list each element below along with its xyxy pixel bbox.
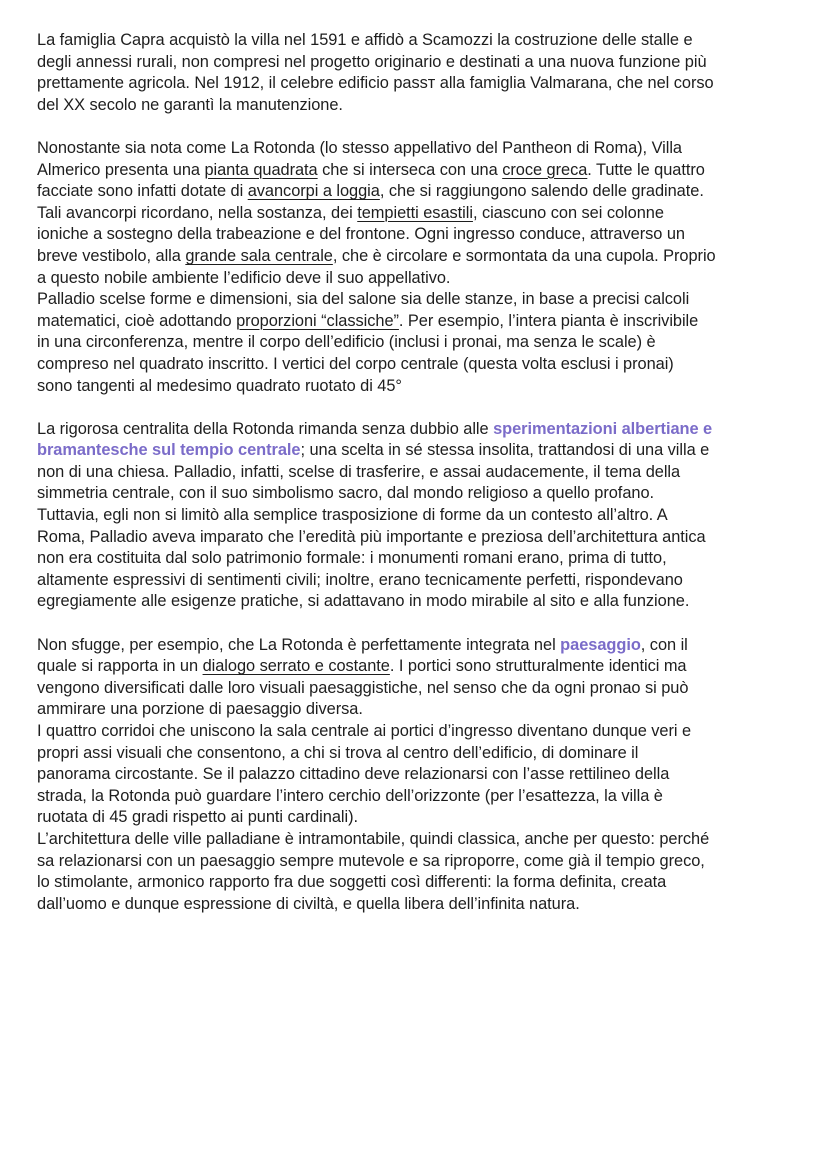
text-line: in una circonferenza, mentre il corpo dell’edificio (inclusi i pronai, ma senza le scale) è bbox=[37, 333, 656, 352]
underlined-term-avancorpi-a-loggia: avancorpi a loggia bbox=[247, 182, 380, 201]
highlighted-term-sperimentazioni: sperimentazioni albertiane e bbox=[493, 419, 713, 438]
underlined-term-proporzioni-classiche: proporzioni “classiche” bbox=[236, 311, 399, 330]
text-line: ruotata di 45 gradi rispetto ai punti cardinali). bbox=[37, 808, 358, 827]
text-segment: . I portici sono strutturalmente identici ma bbox=[389, 657, 687, 676]
text-line: vengono diversificati dalle loro visuali paesaggistiche, nel senso che da ogni pronao si può bbox=[37, 678, 689, 697]
text-line: Roma, Palladio aveva imparato che l’eredità più importante e preziosa dell’architettura antica bbox=[37, 527, 706, 546]
text-line: altamente espressivi di sentimenti civili; inoltre, erano tecnicamente perfetti, rispondevano bbox=[37, 570, 683, 589]
text-segment: matematici, cioè adottando bbox=[37, 311, 237, 330]
text-segment: facciate sono infatti dotate di bbox=[37, 182, 248, 201]
underlined-term-dialogo-serrato: dialogo serrato e costante bbox=[202, 657, 390, 676]
underlined-term-pianta-quadrata: pianta quadrata bbox=[204, 160, 318, 179]
text-segment: La rigorosa centralita della Rotonda rimanda senza dubbio alle bbox=[37, 419, 494, 438]
text-line: non di una chiesa. Palladio, infatti, scelse di trasferire, e assai audacemente, il tema della bbox=[37, 462, 681, 481]
text-line: dall’uomo e dunque espressione di civiltà, e quella libera dell’infinita natura. bbox=[37, 894, 580, 913]
text-line bbox=[37, 181, 788, 203]
text-line: simmetria centrale, con il suo simbolismo sacro, dal mondo religioso a quello profano. bbox=[37, 484, 655, 503]
text-line: non era costituita dal solo patrimonio formale: i monumenti romani erano, prima di tutto, bbox=[37, 549, 667, 568]
text-line bbox=[37, 203, 788, 225]
paragraph-capra-family bbox=[37, 30, 788, 116]
text-line: a questo nobile ambiente l’edificio deve il suo appellativo. bbox=[37, 268, 451, 287]
text-line bbox=[37, 246, 788, 268]
text-segment: Almerico presenta una bbox=[37, 160, 205, 179]
underlined-term-grande-sala-centrale: grande sala centrale bbox=[185, 246, 333, 265]
text-segment: , con il bbox=[640, 635, 688, 654]
text-line: L’architettura delle ville palladiane è intramontabile, quindi classica, anche per questo: perché bbox=[37, 829, 710, 848]
underlined-term-tempietti-esastili: tempietti esastili bbox=[357, 203, 473, 222]
text-segment: Non sfugge, per esempio, che La Rotonda è perfettamente integrata nel bbox=[37, 635, 561, 654]
text-line: ioniche a sostegno della trabeazione e del frontone. Ogni ingresso conduce, attraverso un bbox=[37, 225, 685, 244]
text-line: Nonostante sia nota come La Rotonda (lo stesso appellativo del Pantheon di Roma), Villa bbox=[37, 138, 682, 157]
text-segment: che si interseca con una bbox=[317, 160, 503, 179]
text-line bbox=[37, 635, 788, 657]
text-line: I quattro corridoi che uniscono la sala centrale ai portici d’ingresso diventano dunque veri e bbox=[37, 722, 692, 740]
text-line: lo stimolante, armonico rapporto fra due soggetti così differenti: la forma definita, creata bbox=[37, 873, 667, 892]
text-line bbox=[37, 419, 788, 441]
text-line bbox=[37, 656, 788, 678]
text-line: Palladio scelse forme e dimensioni, sia del salone sia delle stanze, in base a precisi calcoli bbox=[37, 290, 690, 309]
text-segment: quale si rapporta in un bbox=[37, 657, 203, 676]
text-segment: . Per esempio, l’intera pianta è inscrivibile bbox=[398, 311, 699, 330]
text-line: strada, la Rotonda può guardare l’intero cerchio dell’orizzonte (per l’esattezza, la villa è bbox=[37, 786, 663, 805]
text-line: Tuttavia, egli non si limitò alla semplice trasposizione di forme da un contesto all’altro. A bbox=[37, 506, 668, 525]
text-line: panorama circostante. Se il palazzo cittadino deve relazionarsi con l’asse rettilineo della bbox=[37, 765, 670, 784]
text-line: sono tangenti al medesimo quadrato ruotato di 45° bbox=[37, 376, 402, 395]
text-line: prettamente agricola. Nel 1912, il celebre edificio passт alla famiglia Valmarana, che nel corso bbox=[37, 74, 714, 93]
text-line: La famiglia Capra acquistò la villa nel 1591 e affidò a Scamozzi la costruzione delle stalle e bbox=[37, 31, 693, 49]
text-line: propri assi visuali che consentono, a chi si trova al centro dell’edificio, di dominare il bbox=[37, 743, 639, 762]
highlighted-term-bramantesche: bramantesche sul tempio centrale bbox=[37, 441, 301, 460]
text-line bbox=[37, 311, 788, 333]
paragraph-landscape bbox=[37, 635, 788, 916]
text-line: ammirare una porzione di paesaggio diversa. bbox=[37, 700, 363, 719]
text-line: sa relazionarsi con un paesaggio sempre mutevole e sa riproporre, come già il tempio greco, bbox=[37, 851, 705, 870]
text-line bbox=[37, 160, 788, 182]
text-line: degli annessi rurali, non compresi nel progetto originario e destinati a una nuova funzione più bbox=[37, 52, 707, 71]
text-line bbox=[37, 440, 788, 462]
text-line: del XX secolo ne garantì la manutenzione. bbox=[37, 95, 343, 114]
text-segment: ; una scelta in sé stessa insolita, trattandosi di una villa e bbox=[300, 441, 710, 460]
text-segment: . Tutte le quattro bbox=[587, 160, 705, 179]
text-line: compreso nel quadrato inscritto. I vertici del corpo centrale (questa volta esclusi i pronai) bbox=[37, 354, 674, 373]
paragraph-centrality bbox=[37, 419, 788, 613]
text-line: egregiamente alle esigenze pratiche, si adattavano in modo mirabile al sito e alla funzione. bbox=[37, 592, 690, 611]
text-segment: Tali avancorpi ricordano, nella sostanza, dei bbox=[37, 203, 358, 222]
text-segment: , che è circolare e sormontata da una cupola. Proprio bbox=[332, 246, 716, 265]
text-segment: , che si raggiungono salendo delle gradinate. bbox=[379, 182, 704, 201]
highlighted-term-paesaggio: paesaggio bbox=[560, 635, 641, 654]
underlined-term-croce-greca: croce greca bbox=[502, 160, 588, 179]
text-segment: , ciascuno con sei colonne bbox=[472, 203, 664, 222]
text-segment: breve vestibolo, alla bbox=[37, 246, 186, 265]
paragraph-rotonda-plan bbox=[37, 138, 788, 397]
